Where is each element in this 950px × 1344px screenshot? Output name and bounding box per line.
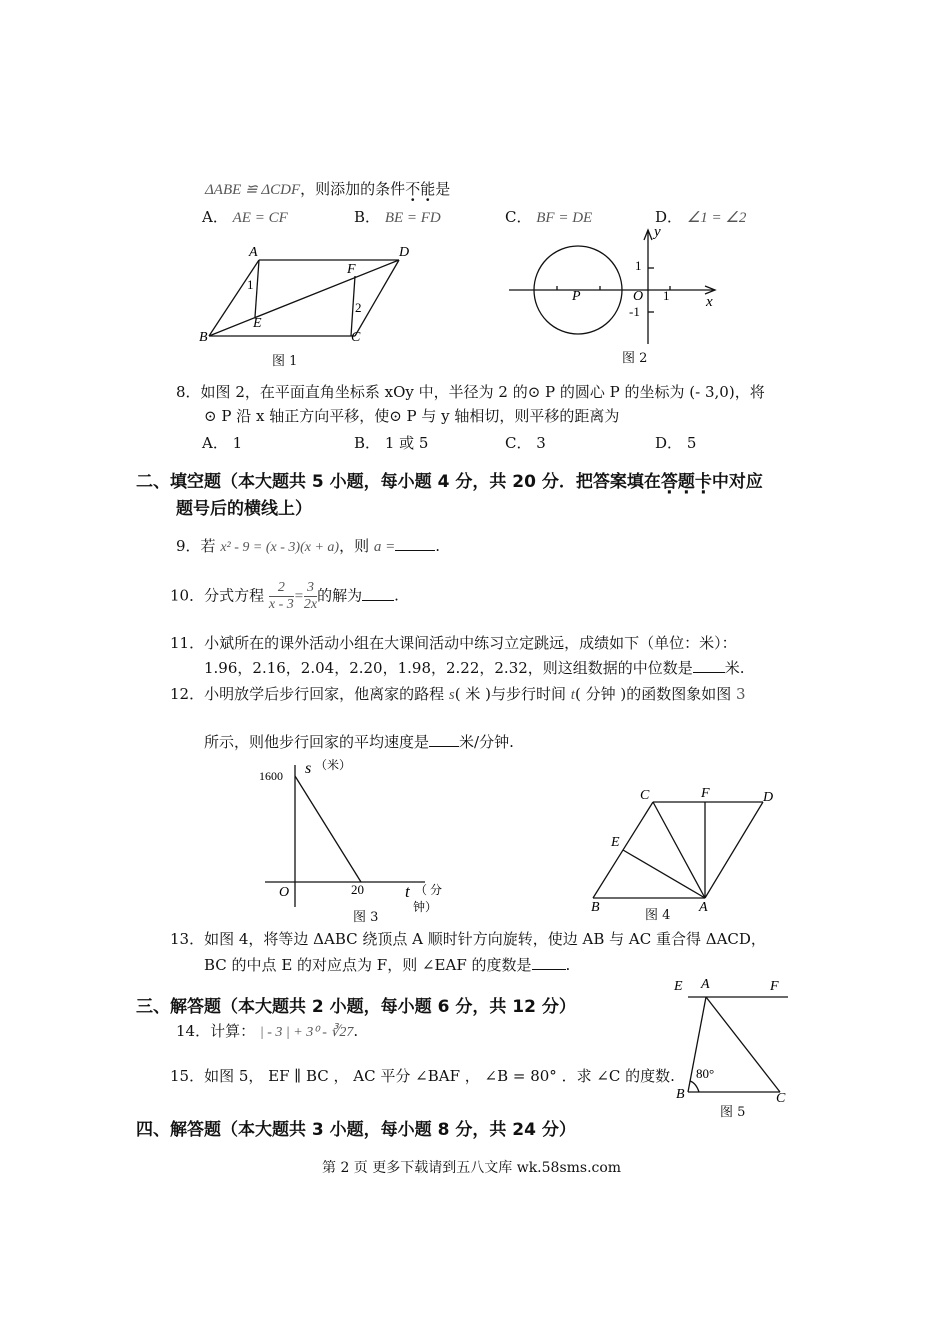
fig3-y-unit: （米） xyxy=(315,758,352,772)
figure-5 xyxy=(668,972,793,1102)
fig4-label-a: A xyxy=(699,900,708,915)
q7-stem-emph-2: 能 xyxy=(420,180,436,198)
q9-var: a = xyxy=(373,539,396,555)
figure-4 xyxy=(585,780,790,915)
q9: 9．若 x² - 9 = (x - 3)(x + a)，则 a = . xyxy=(176,537,441,555)
fig1-label-d: D xyxy=(399,245,410,260)
section-3-title: 三、解答题（本大题共 2 小题，每小题 6 分，共 12 分） xyxy=(136,997,576,1017)
fig1-label-e: E xyxy=(253,316,262,331)
fig3-x-unit-b: 钟） xyxy=(413,900,438,914)
fig2-label-y: y xyxy=(654,224,661,240)
q8-option-b: B． 1 或 5 xyxy=(354,434,429,452)
q7-stem xyxy=(205,178,450,199)
q10-answer-blank xyxy=(362,600,394,601)
fig1-label-c: C xyxy=(351,330,361,345)
q8-option-d: D． 5 xyxy=(655,434,697,452)
fig2-label-p: P xyxy=(572,289,581,304)
q14-math: | - 3 | + 3⁰ - ∛27 xyxy=(259,1025,354,1040)
q8-option-a: A． 1 xyxy=(202,434,243,452)
q7-stem-end: 是 xyxy=(435,180,451,198)
section-2-title: 二、填空题（本大题共 5 小题，每小题 4 分，共 20 分．把答案填在答题卡中对应 xyxy=(136,472,763,492)
page-footer: 第 2 页 更多下载请到五八文库 wk.58sms.com xyxy=(322,1160,622,1176)
q7-stem-text: ，则添加的条件 xyxy=(300,180,406,198)
section-2-subtitle: 题号后的横线上） xyxy=(176,499,312,519)
fig2-label-tick1: 1 xyxy=(635,258,642,273)
q13-line2: BC 的中点 E 的对应点为 F，则 ∠EAF 的度数是 . xyxy=(204,956,571,974)
q7-stem-emph-1: 不 xyxy=(405,180,421,198)
q7-stem-math: ΔABE ≌ ΔCDF xyxy=(205,182,301,198)
q7-option-d: D． ∠1 = ∠2 xyxy=(655,208,747,226)
q7-option-b: B． BE = FD xyxy=(354,208,441,226)
figure-2 xyxy=(505,222,730,352)
fig5-label-c: C xyxy=(776,1091,786,1102)
q8-option-c: C． 3 xyxy=(505,434,546,452)
fig5-label-e: E xyxy=(674,979,683,994)
fig3-origin: O xyxy=(279,885,290,900)
q7-option-a: A． AE = CF xyxy=(202,208,288,226)
q13-line1: 13．如图 4，将等边 ΔABC 绕顶点 A 顺时针方向旋转，使边 AB 与 AC 重合得 ΔACD， xyxy=(170,930,766,948)
fig3-x-tick: 20 xyxy=(351,882,364,897)
figure-1 xyxy=(195,240,425,370)
fig1-caption: 图 1 xyxy=(272,354,298,369)
q11-line1: 11．小斌所在的课外活动小组在大课间活动中练习立定跳远，成绩如下（单位：米）： xyxy=(170,634,737,652)
fig4-label-b: B xyxy=(591,900,600,915)
fig5-label-a: A xyxy=(701,977,710,992)
fig1-label-a: A xyxy=(249,245,258,260)
q15: 15．如图 5， EF ∥ BC ， AC 平分 ∠BAF ， ∠B = 80° ．求 ∠C 的度数. xyxy=(170,1067,675,1085)
fig5-angle-b: 80° xyxy=(696,1066,715,1081)
fig2-label-xtick1: 1 xyxy=(663,288,670,303)
q12-line1: 12．小明放学后步行回家，他离家的路程 s( 米 )与步行时间 t( 分钟 )的函数图象如图 3 xyxy=(170,685,746,703)
fig5-label-b: B xyxy=(676,1087,685,1102)
fig4-label-d: D xyxy=(763,790,774,805)
fig4-label-f: F xyxy=(701,786,710,801)
fig3-x-label: t xyxy=(405,882,410,901)
fig2-label-tickm1: -1 xyxy=(629,304,640,319)
fig1-label-angle2: 2 xyxy=(355,300,362,315)
q10: 10．分式方程 $\frac{2}{x - 3}$ = $\frac{3}{2x}$ 的解为 . xyxy=(170,580,399,612)
fig1-label-b: B xyxy=(199,330,208,345)
fig3-x-unit-a: （ 分 xyxy=(415,883,443,897)
fig2-caption: 图 2 xyxy=(622,351,648,366)
fig4-caption: 图 4 xyxy=(645,908,671,923)
fig1-label-f: F xyxy=(347,262,356,277)
q13-answer-blank xyxy=(532,969,566,970)
q10-fraction-2: $\frac{3}{2x}$ xyxy=(303,580,318,612)
q12-answer-blank xyxy=(429,746,459,747)
q11-line2: 1.96，2.16，2.04，2.20，1.98，2.22，2.32，则这组数据的中位数是 米. xyxy=(204,659,745,677)
fig2-label-origin: O xyxy=(633,289,644,304)
figure-3 xyxy=(255,755,475,920)
q8-line1: 8．如图 2，在平面直角坐标系 xOy 中，半径为 2 的⊙ P 的圆心 P 的坐标为 (- 3,0)，将 xyxy=(176,383,765,401)
fig4-label-e: E xyxy=(611,835,620,850)
fig1-label-angle1: 1 xyxy=(247,277,254,292)
q14: 14．计算： | - 3 | + 3⁰ - ∛27. xyxy=(176,1022,359,1040)
q10-fraction-1: $\frac{2}{x - 3}$ xyxy=(268,580,294,612)
fig3-y-tick: 1600 xyxy=(259,769,283,783)
q9-math: x² - 9 = (x - 3)(x + a) xyxy=(220,540,340,555)
fig3-caption: 图 3 xyxy=(353,910,379,925)
fig3-y-label: s xyxy=(305,760,312,777)
q12-line2: 所示，则他步行回家的平均速度是 米/分钟. xyxy=(204,733,514,751)
q8-line2: ⊙ P 沿 x 轴正方向平移，使⊙ P 与 y 轴相切，则平移的距离为 xyxy=(204,407,620,425)
fig2-label-x: x xyxy=(706,294,713,310)
q7-option-c: C． BF = DE xyxy=(505,208,593,226)
fig5-label-f: F xyxy=(770,979,779,994)
section-4-title: 四、解答题（本大题共 3 小题，每小题 8 分，共 24 分） xyxy=(136,1120,576,1140)
fig4-label-c: C xyxy=(640,788,650,803)
q9-answer-blank xyxy=(395,550,435,551)
q11-answer-blank xyxy=(693,672,725,673)
fig5-caption: 图 5 xyxy=(720,1105,746,1120)
